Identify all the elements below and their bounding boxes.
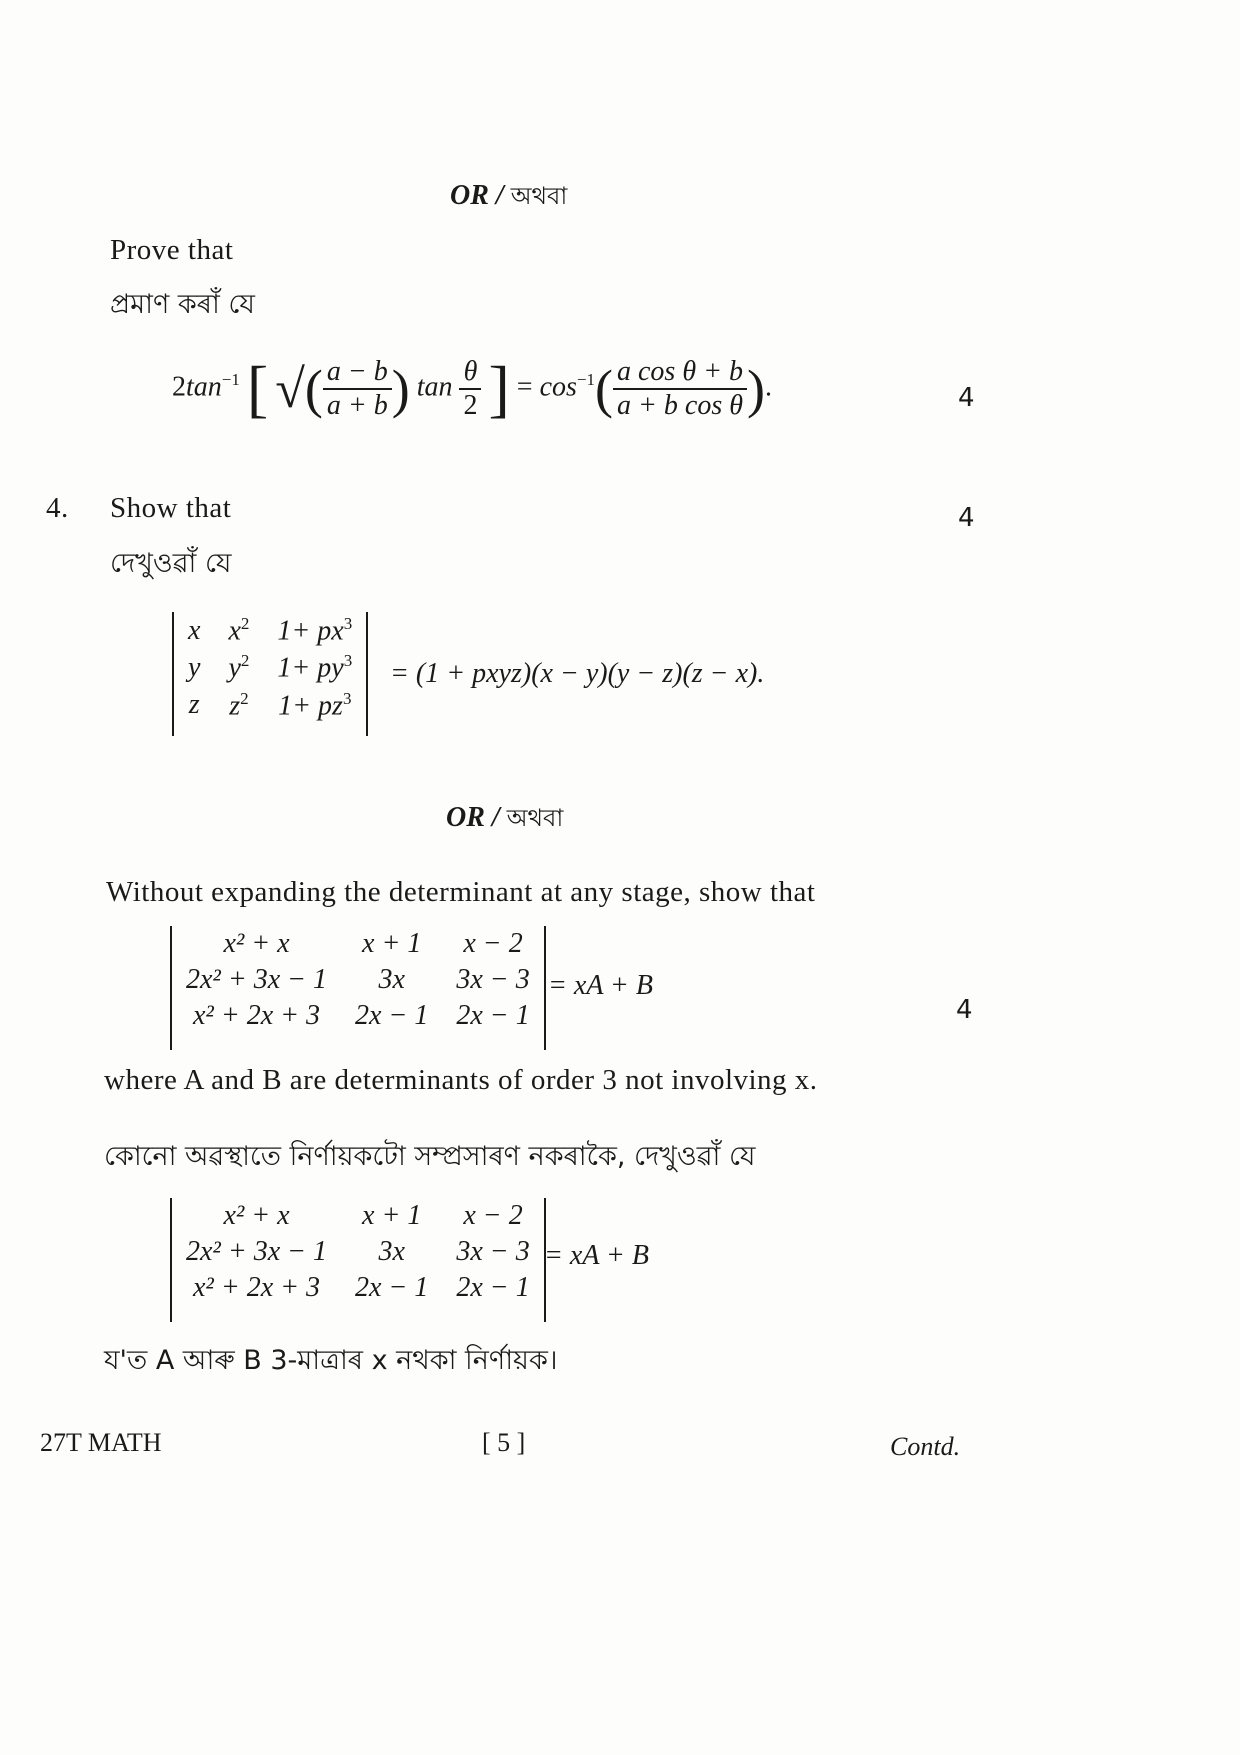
determinant-q4-alt-2	[170, 1198, 546, 1322]
det-cell: x² + 2x + 3	[193, 1272, 321, 1303]
det-cell: $x^2$	[228, 614, 250, 647]
contd-label: Contd.	[890, 1432, 961, 1461]
marks-q4-alt: 4	[956, 995, 973, 1025]
or-heading-2: OR / অথবা	[446, 802, 564, 833]
det-cell: 2x − 1	[456, 1000, 530, 1031]
footer-code: 27T MATH	[40, 1428, 162, 1457]
det-cell: 2x − 1	[355, 1000, 429, 1031]
det-cell: $y^2$	[228, 651, 250, 684]
determinant-q4-alt-2-rhs: = xA + B	[544, 1240, 649, 1271]
inverse-trig-equation: $2\tan^{-1}$ [ √( $\frac{a - b}{a + b}$ ) tan $\frac{\theta}{2}$ ] = $\cos^{-1}$( $\frac{\text{a cos θ + b}}{\text{a + b cos θ}}$ ).	[172, 353, 772, 424]
det-row	[172, 962, 544, 998]
det-cell: x	[188, 614, 201, 646]
show-that-text: Show that	[110, 492, 232, 524]
det-cell: 2x − 1	[456, 1272, 530, 1303]
page-number: [ 5 ]	[482, 1428, 526, 1457]
det-cell: 3x − 3	[456, 964, 530, 995]
prove-that-bengali: প্ৰমাণ কৰাঁ যে	[110, 289, 255, 320]
det-cell: $z^2$	[229, 688, 249, 721]
det-row	[172, 926, 544, 962]
det-cell: y	[188, 651, 201, 683]
det-row	[174, 687, 366, 724]
det-cell: 2x − 1	[355, 1272, 429, 1303]
det-cell: x² + x	[223, 928, 290, 959]
where-text: where A and B are determinants of order 3 not involving x.	[104, 1064, 818, 1096]
det-cell: 3x	[378, 964, 405, 995]
marks-q3-alt: 4	[958, 383, 975, 413]
det-cell: z	[188, 689, 200, 721]
where-bengali: য'ত A আৰু B 3-মাত্ৰাৰ x নথকা নিৰ্ণায়ক।	[104, 1345, 558, 1376]
without-expanding-text: Without expanding the determinant at any stage, show that	[106, 876, 816, 908]
determinant-q4-rhs: = (1 + pxyz)(x − y)(y − z)(z − x).	[390, 658, 765, 689]
det-row	[172, 998, 544, 1034]
determinant-q4-alt-1	[170, 926, 546, 1050]
det-cell: x + 1	[362, 928, 422, 959]
det-row	[174, 649, 366, 686]
det-cell: x² + x	[223, 1200, 290, 1231]
determinant-q4-alt-1-rhs: = xA + B	[548, 970, 653, 1001]
det-cell: 2x² + 3x − 1	[186, 1236, 328, 1267]
det-row	[172, 1270, 544, 1306]
det-cell: x + 1	[362, 1200, 422, 1231]
determinant-q4	[172, 612, 368, 736]
det-cell: x − 2	[463, 928, 523, 959]
question-number-4: 4.	[46, 492, 69, 524]
marks-q4: 4	[958, 503, 975, 533]
or-heading-1: OR / অথবা	[450, 180, 568, 211]
det-cell: x² + 2x + 3	[193, 1000, 321, 1031]
det-row	[172, 1234, 544, 1270]
prove-that-text: Prove that	[110, 234, 234, 266]
det-row	[174, 612, 366, 649]
det-cell: $1+ pz^3$	[278, 688, 352, 721]
det-cell: 2x² + 3x − 1	[186, 964, 328, 995]
show-that-bengali: দেখুওৱাঁ যে	[110, 548, 232, 579]
det-cell: x − 2	[463, 1200, 523, 1231]
det-cell: $1+ px^3$	[277, 614, 353, 647]
det-row	[172, 1198, 544, 1234]
det-cell: $1+ py^3$	[277, 651, 353, 684]
without-expanding-bengali: কোনো অৱস্থাতে নিৰ্ণায়কটো সম্প্ৰসাৰণ নকৰাকৈ, দেখুওৱাঁ যে	[104, 1141, 756, 1172]
det-cell: 3x	[378, 1236, 405, 1267]
det-cell: 3x − 3	[456, 1236, 530, 1267]
